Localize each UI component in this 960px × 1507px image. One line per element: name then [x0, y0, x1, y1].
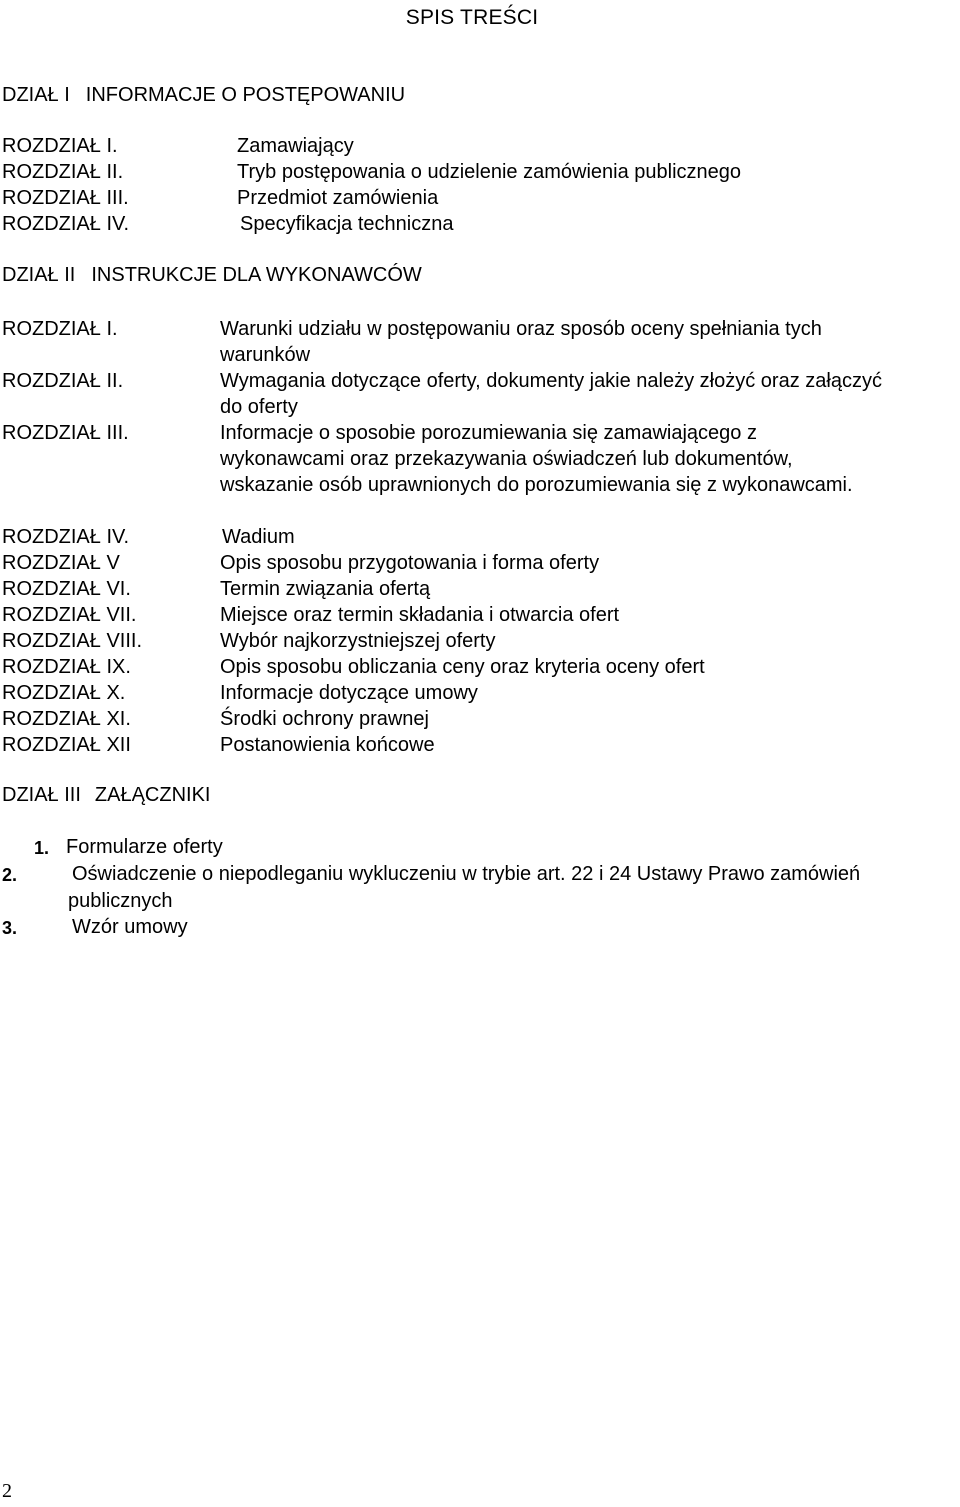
- dzial-3-number: DZIAŁ III: [2, 784, 81, 806]
- dzial-1-heading: [2, 84, 405, 107]
- d2-chapter-3-text: Informacje o sposobie porozumiewania się zamawiającego z wykonawcami oraz przekazywania oświadczeń lub dokumentów, wskazanie osób uprawnionych do porozumiewania się z wykonawcami.: [220, 422, 853, 496]
- d2-chapter-6-text: Termin związania ofertą: [220, 578, 431, 600]
- d2-chapter-1-text: Warunki udziału w postępowaniu oraz sposób oceny spełniania tych warunków: [220, 318, 822, 366]
- attachment-1-text: Formularze oferty: [66, 836, 223, 858]
- d1-chapter-3-text: Przedmiot zamówienia: [237, 187, 439, 209]
- d2-chapter-12-text: Postanowienia końcowe: [220, 734, 435, 756]
- d2-chapter-11-label: ROZDZIAŁ XI.: [2, 708, 131, 730]
- d1-chapter-4-label: ROZDZIAŁ IV.: [2, 213, 130, 235]
- d2-chapter-8-text: Wybór najkorzystniejszej oferty: [220, 630, 496, 652]
- attachment-2-text-cont: publicznych: [68, 890, 173, 912]
- d2-chapter-1-label: ROZDZIAŁ I.: [2, 318, 118, 340]
- attachment-2-number: 2.: [2, 865, 18, 885]
- d1-chapter-2-label: ROZDZIAŁ II.: [2, 161, 124, 183]
- dzial-3-name: ZAŁĄCZNIKI: [94, 784, 211, 806]
- dzial-2-number: DZIAŁ II: [2, 264, 76, 286]
- attachment-3-number: 3.: [2, 918, 18, 938]
- d2-chapter-6-label: ROZDZIAŁ VI.: [2, 578, 131, 600]
- d2-chapter-11-text: Środki ochrony prawnej: [220, 708, 429, 730]
- d2-chapter-10-label: ROZDZIAŁ X.: [2, 682, 126, 704]
- d2-chapter-4-text: Wadium: [222, 526, 295, 548]
- d2-chapter-12-label: ROZDZIAŁ XII: [2, 734, 131, 756]
- d1-chapter-4-text: Specyfikacja techniczna: [240, 213, 454, 235]
- attachment-1-number: 1.: [34, 838, 50, 858]
- dzial-1-number: DZIAŁ I: [2, 84, 70, 106]
- d1-chapter-3-label: ROZDZIAŁ III.: [2, 187, 129, 209]
- d2-chapter-7-text: Miejsce oraz termin składania i otwarcia ofert: [220, 604, 620, 626]
- attachment-2-text: Oświadczenie o niepodleganiu wykluczeniu w trybie art. 22 i 24 Ustawy Prawo zamówień: [72, 863, 861, 885]
- d2-chapter-5-text: Opis sposobu przygotowania i forma oferty: [220, 552, 600, 574]
- dzial-1-name: INFORMACJE O POSTĘPOWANIU: [85, 84, 406, 106]
- d2-chapter-7-label: ROZDZIAŁ VII.: [2, 604, 137, 626]
- d2-chapter-2-label: ROZDZIAŁ II.: [2, 370, 124, 392]
- dzial-2-name: INSTRUKCJE DLA WYKONAWCÓW: [91, 264, 422, 286]
- page-number: 2: [2, 1480, 12, 1502]
- d1-chapter-1-label: ROZDZIAŁ I.: [2, 135, 118, 157]
- page-title: SPIS TREŚCI: [405, 6, 539, 29]
- d2-chapter-9-label: ROZDZIAŁ IX.: [2, 656, 131, 678]
- d2-chapter-4-label: ROZDZIAŁ IV.: [2, 526, 130, 548]
- attachment-3-text: Wzór umowy: [72, 916, 188, 938]
- d2-chapter-2-text: Wymagania dotyczące oferty, dokumenty jakie należy złożyć oraz załączyć do oferty: [220, 370, 882, 418]
- dzial-2-heading: [2, 264, 422, 287]
- d2-chapter-9-text: Opis sposobu obliczania ceny oraz kryteria oceny ofert: [220, 656, 705, 678]
- d2-chapter-3-label: ROZDZIAŁ III.: [2, 422, 129, 444]
- dzial-3-heading: [2, 784, 210, 807]
- d1-chapter-1-text: Zamawiający: [237, 135, 354, 157]
- d1-chapter-2-text: Tryb postępowania o udzielenie zamówienia publicznego: [237, 161, 742, 183]
- d2-chapter-5-label: ROZDZIAŁ V: [2, 552, 120, 574]
- d2-chapter-10-text: Informacje dotyczące umowy: [220, 682, 478, 704]
- d2-chapter-8-label: ROZDZIAŁ VIII.: [2, 630, 143, 652]
